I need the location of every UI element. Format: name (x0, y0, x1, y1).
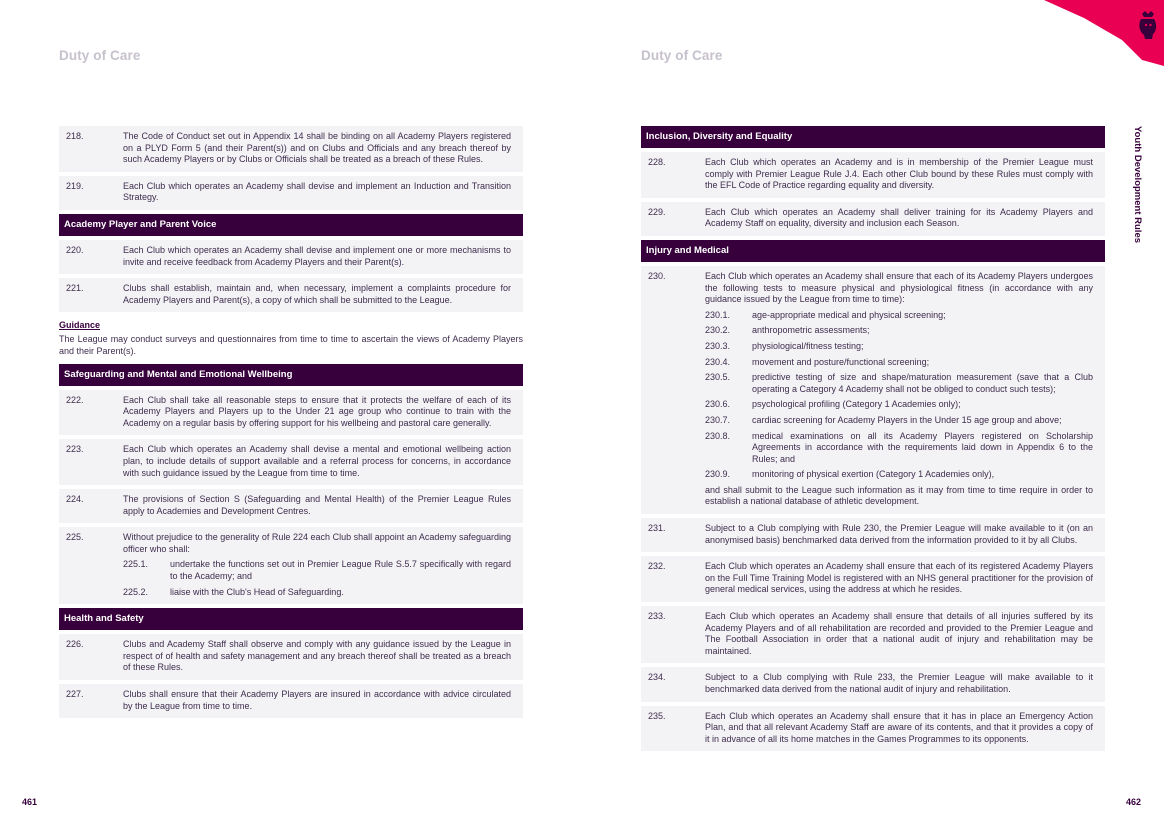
rules-group-d (59, 634, 523, 718)
sub-rule-list (705, 310, 1093, 481)
rules-group-b (59, 240, 523, 312)
sub-rule-number: 230.9. (705, 469, 731, 480)
running-head: Duty of Care (641, 48, 723, 63)
rule-number: 222. (66, 394, 84, 405)
sub-rule-text: movement and posture/functional screening; (752, 356, 930, 367)
running-head: Duty of Care (59, 48, 141, 63)
sub-rule-row (705, 431, 1093, 466)
sub-rule-number: 225.2. (123, 586, 149, 597)
sub-rule-number: 230.6. (705, 399, 731, 410)
rule-row-225 (59, 527, 523, 604)
sub-rule-row (123, 559, 511, 582)
sub-rule-row (705, 415, 1093, 427)
rule-text: Subject to a Club complying with Rule 233, the Premier League will make available to it benchmarked data derived from the national audit of injury and rehabilitation. (705, 672, 1093, 694)
rule-row (641, 706, 1105, 752)
section-header-safeguarding: Safeguarding and Mental and Emotional Wellbeing (59, 364, 523, 386)
rule-row (59, 278, 523, 312)
sub-rule-number: 230.2. (705, 325, 731, 336)
rule-tail-text: and shall submit to the League such information as it may from time to time require in order to establish a national database of athletic development. (705, 484, 1093, 507)
side-title (1131, 126, 1143, 256)
rule-text: Each Club shall take all reasonable steps to ensure that it protects the welfare of each of its Academy Players and Players up to the Under 21 age group who continue to train with the Academy on a regular basis by offering support for his wellbeing and pastoral care generally. (123, 394, 511, 428)
sub-rule-text: monitoring of physical exertion (Category 1 Academies only), (752, 469, 995, 480)
rule-text: Subject to a Club complying with Rule 230, the Premier League will make available to it (on an anonymised basis) benchmarked data derived from the information provided to it by all Clubs. (705, 523, 1093, 545)
rule-text: Each Club which operates an Academy and is in membership of the Premier League must comply with Premier League Rule J.4. Each other Club bound by these Rules must comply with the EFL Code of Practice regarding equality and diversity. (705, 157, 1093, 191)
rule-row-230 (641, 266, 1105, 514)
page-number: 461 (22, 797, 38, 807)
rule-row (59, 390, 523, 436)
sub-rule-text: age-appropriate medical and physical screening; (752, 309, 946, 320)
rule-text: Each Club which operates an Academy shall devise and implement an Induction and Transition Strategy. (123, 180, 511, 203)
sub-rule-number: 230.7. (705, 414, 731, 425)
rule-row (641, 518, 1105, 552)
rule-text: The Code of Conduct set out in Appendix 14 shall be binding on all Academy Players registered on a PLYD Form 5 (and their Parent(s)) and on Clubs and Officials and any breach thereof by such Academy Players or by Clubs or Officials shall be treated as a breach of these Rules. (123, 131, 511, 165)
rule-number: 230. (648, 270, 666, 281)
rule-number: 221. (66, 283, 84, 294)
rule-row (59, 240, 523, 274)
right-content (641, 126, 1105, 755)
sub-rule-number: 230.5. (705, 372, 731, 383)
rule-number: 225. (66, 532, 84, 543)
rule-row (59, 684, 523, 718)
rule-number: 224. (66, 494, 84, 505)
right-page (582, 0, 1164, 826)
rule-number: 218. (66, 131, 84, 141)
rule-row (59, 126, 523, 172)
sub-rule-number: 230.1. (705, 309, 731, 320)
sub-rule-text: medical examinations on all its Academy Players registered on Scholarship Agreements in accordance with the requirements laid down in Appendix 6 to the Rules; and (752, 430, 1093, 464)
page-number: 462 (1126, 797, 1142, 807)
rules-group-a (59, 126, 523, 210)
rule-number: 233. (648, 611, 666, 622)
rule-row (641, 556, 1105, 602)
side-title-text: Youth Development Rules (1132, 126, 1143, 244)
rule-number: 231. (648, 523, 666, 534)
rule-row (59, 176, 523, 210)
section-header-injury: Injury and Medical (641, 240, 1105, 262)
rule-number: 227. (66, 689, 84, 700)
rule-text: The provisions of Section S (Safeguarding and Mental Health) of the Premier League Rules apply to Academies and Development Centres. (123, 494, 511, 516)
sub-rule-row (705, 372, 1093, 395)
rule-row (59, 439, 523, 485)
rule-text: Clubs and Academy Staff shall observe and comply with any guidance issued by the League in respect of of health and safety management and any breach thereof shall be treated as a breach of these Rules. (123, 639, 511, 673)
rule-text: Each Club which operates an Academy shall ensure that details of all injuries suffered by its Academy Players and of all rehabilitation are recorded and provided to the Premier League and The Football Association in order that a national audit of injury and rehabilitation may be maintained. (705, 611, 1093, 656)
rule-text: Each Club which operates an Academy shall ensure that it has in place an Emergency Action Plan, and that all relevant Academy Staff are aware of its contents, and that it provides a copy of it in advance of all its home matches in the Games Programmes to its opponents. (705, 710, 1093, 744)
sub-rule-text: physiological/fitness testing; (752, 340, 864, 351)
sub-rule-list (123, 559, 511, 598)
section-header-inclusion: Inclusion, Diversity and Equality (641, 126, 1105, 148)
rule-text: Without prejudice to the generality of Rule 224 each Club shall appoint an Academy safeguarding officer who shall: (123, 532, 511, 554)
sub-rule-row (123, 587, 511, 599)
sub-rule-row (705, 325, 1093, 337)
sub-rule-text: undertake the functions set out in Premier League Rule S.5.7 specifically with regard to the Academy; and (170, 559, 511, 582)
rule-row (641, 667, 1105, 701)
rule-number: 235. (648, 710, 666, 721)
rule-number: 232. (648, 561, 666, 572)
rules-group-a (641, 152, 1105, 236)
sub-rule-text: predictive testing of size and shape/maturation measurement (save that a Club operating a Category 4 Academy shall not be obliged to conduct such tests); (752, 372, 1093, 394)
rule-number: 223. (66, 444, 84, 455)
sub-rule-text: psychological profiling (Category 1 Academies only); (752, 399, 961, 410)
sub-rule-row (705, 310, 1093, 322)
rule-number: 220. (66, 244, 84, 255)
rule-row (59, 634, 523, 680)
section-header-academy-voice: Academy Player and Parent Voice (59, 214, 523, 236)
rule-text: Each Club which operates an Academy shall deliver training for its Academy Players and Academy Staff on equality, diversity and inclusion each Season. (705, 206, 1093, 229)
rule-text: Each Club which operates an Academy shall devise and implement one or more mechanisms to invite and receive feedback from Academy Players and their Parent(s). (123, 244, 511, 267)
rule-text: Each Club which operates an Academy shall ensure that each of its Academy Players undergoes the following tests to measure physical and physiological fitness (in accordance with any guidance issued by the League from time to time): (705, 270, 1093, 305)
left-content (59, 126, 523, 722)
rule-number: 226. (66, 639, 84, 650)
rule-row (641, 202, 1105, 236)
section-header-health: Health and Safety (59, 608, 523, 630)
sub-rule-row (705, 341, 1093, 353)
sub-rule-row (705, 399, 1093, 411)
rule-body (123, 532, 511, 598)
guidance-box (59, 320, 523, 357)
sub-rule-text: cardiac screening for Academy Players in the Under 15 age group and above; (752, 414, 1062, 425)
rule-row (59, 489, 523, 523)
sub-rule-row (705, 357, 1093, 369)
rule-number: 219. (66, 180, 84, 191)
rule-number: 234. (648, 672, 666, 683)
rule-text: Each Club which operates an Academy shall devise a mental and emotional wellbeing action plan, to include details of support available and a referral process for concerns, in accordance with such guidance issued by the League from time to time. (123, 444, 511, 478)
rule-text: Clubs shall establish, maintain and, when necessary, implement a complaints procedure for Academy Players and Parent(s), a copy of which shall be submitted to the League. (123, 283, 511, 305)
sub-rule-number: 225.1. (123, 559, 149, 570)
rules-group-c (59, 390, 523, 524)
rule-row (641, 152, 1105, 198)
sub-rule-number: 230.3. (705, 340, 731, 351)
guidance-text: The League may conduct surveys and questionnaires from time to time to ascertain the views of Academy Players and their Parent(s). (59, 334, 523, 356)
sub-rule-text: liaise with the Club's Head of Safeguarding. (170, 586, 344, 597)
sub-rule-row (705, 469, 1093, 481)
rule-number: 228. (648, 157, 666, 167)
sub-rule-number: 230.8. (705, 430, 731, 441)
rule-text: Clubs shall ensure that their Academy Players are insured in accordance with advice circulated by the League from time to time. (123, 689, 511, 711)
rules-group-b (641, 518, 1105, 751)
rule-text: Each Club which operates an Academy shall ensure that each of its registered Academy Players on the Full Time Training Model is registered with an NHS general practitioner for the provision of general medical services, using the address at which he resides. (705, 561, 1093, 595)
sub-rule-text: anthropometric assessments; (752, 325, 870, 336)
rule-body (705, 271, 1093, 508)
rule-number: 229. (648, 206, 666, 217)
guidance-title: Guidance (59, 320, 101, 331)
corner-decoration (1024, 0, 1164, 66)
rule-row (641, 606, 1105, 663)
sub-rule-number: 230.4. (705, 356, 731, 367)
